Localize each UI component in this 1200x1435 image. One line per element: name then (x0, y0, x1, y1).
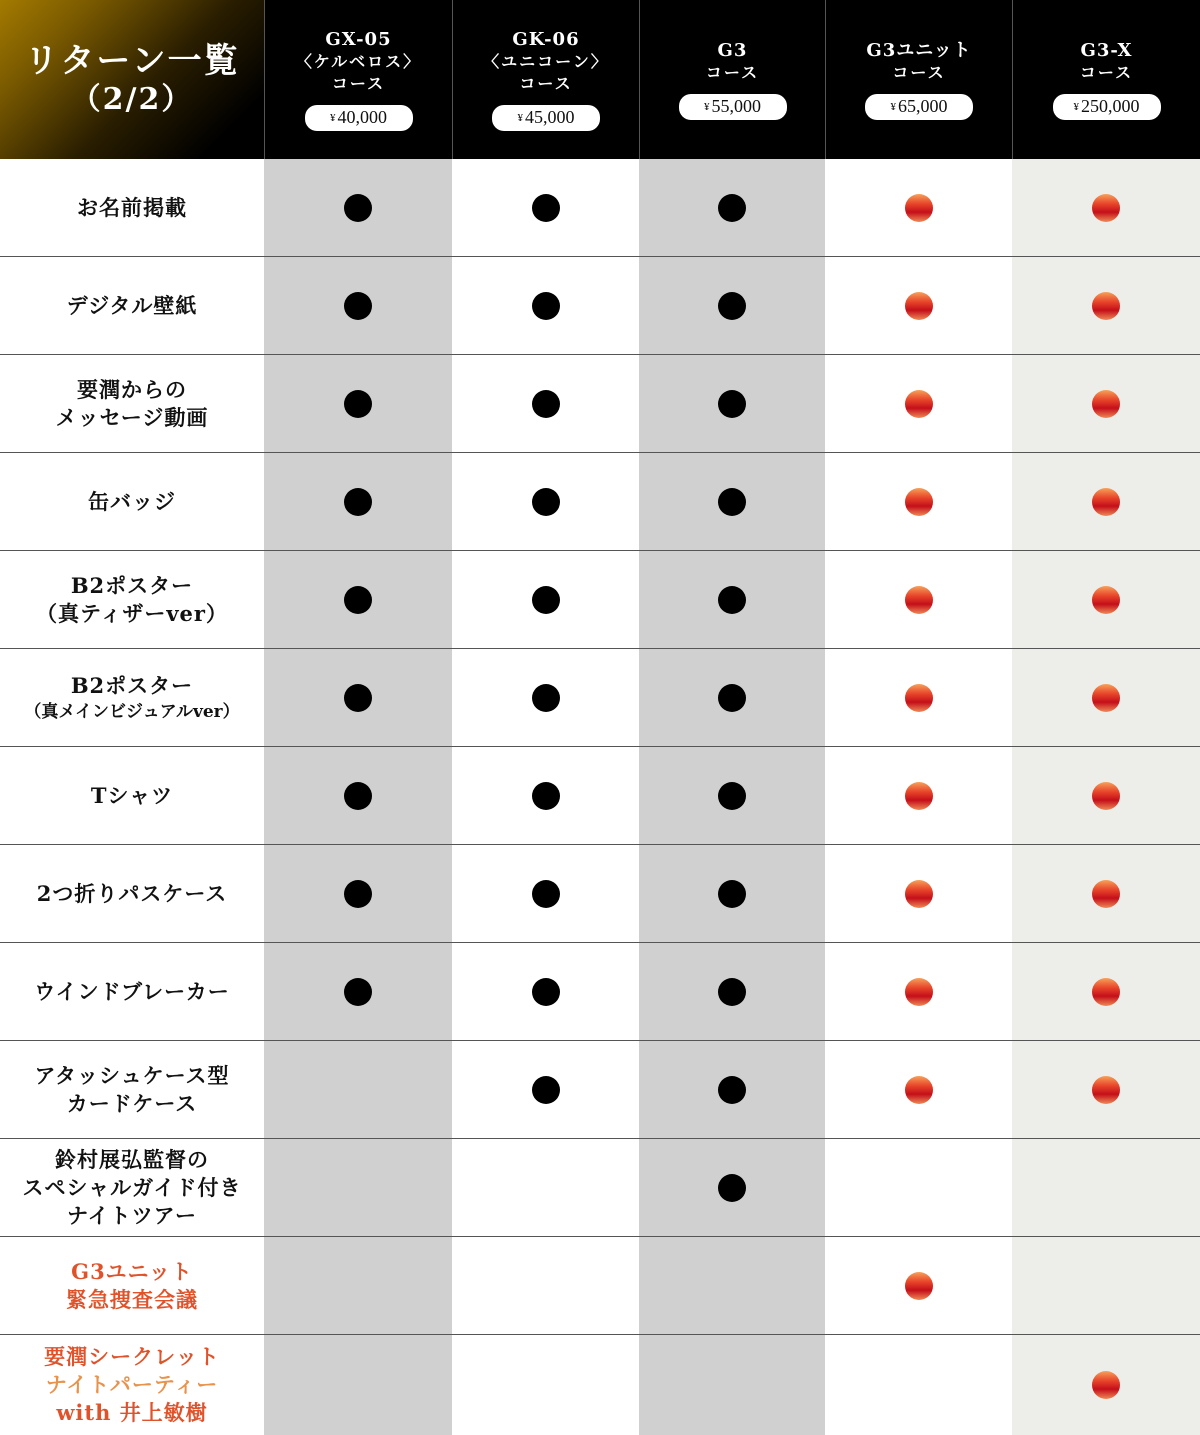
course-name: GK-06 (512, 28, 580, 50)
row-label-line: ウインドブレーカー (34, 978, 230, 1004)
included-black-dot-icon (718, 1174, 746, 1202)
table-row (0, 1237, 1200, 1335)
included-black-dot-icon (532, 194, 560, 222)
row-label-line: B2ポスター (70, 572, 194, 598)
row-label (0, 747, 264, 844)
included-black-dot-icon (718, 390, 746, 418)
row-label-line: Tシャツ (90, 782, 174, 808)
included-red-dot-icon (905, 978, 933, 1006)
row-label-line: カードケース (66, 1090, 198, 1116)
course-name: G3ユニット (866, 39, 972, 61)
yen-symbol: ¥ (517, 111, 523, 124)
included-black-dot-icon (718, 782, 746, 810)
price-badge (1053, 94, 1161, 120)
row-label-line: ナイトツアー (67, 1202, 197, 1228)
included-black-dot-icon (718, 586, 746, 614)
included-red-dot-icon (905, 488, 933, 516)
table-header (0, 0, 1200, 159)
included-black-dot-icon (718, 684, 746, 712)
row-label (0, 551, 264, 648)
column-header-3 (639, 0, 825, 159)
included-black-dot-icon (344, 782, 372, 810)
price-value: 40,000 (337, 107, 387, 127)
table-row (0, 1041, 1200, 1139)
row-label (0, 649, 264, 746)
included-black-dot-icon (344, 488, 372, 516)
row-label (0, 845, 264, 942)
row-label-line: スペシャルガイド付き (22, 1174, 242, 1200)
included-red-dot-icon (1092, 586, 1120, 614)
included-black-dot-icon (718, 292, 746, 320)
row-label-line: with 井上敏樹 (56, 1400, 208, 1425)
table-row (0, 355, 1200, 453)
included-red-dot-icon (905, 684, 933, 712)
included-black-dot-icon (344, 390, 372, 418)
title-page: （2/2） (70, 81, 194, 117)
included-red-dot-icon (1092, 292, 1120, 320)
included-black-dot-icon (532, 488, 560, 516)
table-row (0, 551, 1200, 649)
included-red-dot-icon (1092, 1076, 1120, 1104)
course-subtitle: 〈ケルベロス〉 (295, 51, 422, 71)
row-label (0, 257, 264, 354)
course-subtitle: コース (519, 73, 573, 93)
course-subtitle: コース (892, 62, 946, 82)
included-black-dot-icon (718, 978, 746, 1006)
table-row (0, 1335, 1200, 1435)
row-label-line: 2つ折りパスケース (36, 880, 228, 906)
included-red-dot-icon (1092, 390, 1120, 418)
table-row (0, 1139, 1200, 1237)
price-badge (679, 94, 787, 120)
row-label-line: お名前掲載 (77, 194, 187, 220)
yen-symbol: ¥ (890, 100, 896, 113)
price-value: 45,000 (525, 107, 575, 127)
row-label (0, 453, 264, 550)
included-black-dot-icon (532, 978, 560, 1006)
table-row (0, 747, 1200, 845)
table-row (0, 257, 1200, 355)
included-red-dot-icon (905, 194, 933, 222)
column-header-5 (1012, 0, 1200, 159)
included-black-dot-icon (532, 782, 560, 810)
course-name: G3-X (1080, 39, 1133, 61)
yen-symbol: ¥ (330, 111, 336, 124)
row-label-line: 要潤シークレット (44, 1344, 220, 1369)
row-label-line: アタッシュケース型 (34, 1062, 230, 1088)
course-subtitle: コース (1079, 62, 1134, 82)
included-black-dot-icon (344, 880, 372, 908)
row-label-line: メッセージ動画 (55, 404, 209, 430)
price-value: 65,000 (898, 96, 948, 116)
title-main: リターン一覧 (24, 41, 240, 82)
course-name: GX-05 (325, 28, 392, 50)
included-red-dot-icon (1092, 978, 1120, 1006)
included-red-dot-icon (905, 390, 933, 418)
row-label-line: G3ユニット (71, 1258, 193, 1284)
row-label (0, 1335, 264, 1435)
row-label-line: 緊急捜査会議 (66, 1286, 198, 1312)
row-label (0, 943, 264, 1040)
price-value: 55,000 (711, 96, 761, 116)
included-red-dot-icon (905, 1076, 933, 1104)
included-black-dot-icon (532, 586, 560, 614)
course-name: G3 (717, 39, 748, 61)
row-label-line: 缶バッジ (88, 488, 176, 514)
included-black-dot-icon (532, 1076, 560, 1104)
included-red-dot-icon (905, 292, 933, 320)
row-label-line: 要潤からの (77, 376, 187, 402)
included-black-dot-icon (532, 684, 560, 712)
included-red-dot-icon (905, 782, 933, 810)
included-red-dot-icon (905, 1272, 933, 1300)
price-value: 250,000 (1081, 96, 1140, 116)
yen-symbol: ¥ (1073, 100, 1079, 113)
course-subtitle: コース (705, 62, 760, 82)
included-red-dot-icon (1092, 194, 1120, 222)
included-red-dot-icon (1092, 1371, 1120, 1399)
included-red-dot-icon (1092, 782, 1120, 810)
included-black-dot-icon (344, 684, 372, 712)
table-body (0, 159, 1200, 1435)
included-black-dot-icon (344, 194, 372, 222)
included-black-dot-icon (344, 978, 372, 1006)
table-row (0, 649, 1200, 747)
included-black-dot-icon (344, 292, 372, 320)
yen-symbol: ¥ (704, 100, 710, 113)
included-black-dot-icon (532, 292, 560, 320)
course-subtitle: 〈ユニコーン〉 (483, 51, 609, 71)
row-label (0, 1139, 264, 1236)
table-title (0, 0, 264, 159)
row-label (0, 159, 264, 256)
included-red-dot-icon (1092, 684, 1120, 712)
included-black-dot-icon (718, 1076, 746, 1104)
table-row (0, 453, 1200, 551)
row-label-line: （真メインビジュアルver） (24, 701, 240, 722)
column-header-1 (264, 0, 452, 159)
table-row (0, 159, 1200, 257)
price-badge (305, 105, 413, 131)
table-row (0, 943, 1200, 1041)
table-row (0, 845, 1200, 943)
row-label-line: デジタル壁紙 (66, 292, 198, 318)
price-badge (865, 94, 973, 120)
included-black-dot-icon (718, 194, 746, 222)
row-label-line: （真ティザーver） (36, 600, 228, 626)
row-label (0, 355, 264, 452)
included-red-dot-icon (1092, 488, 1120, 516)
row-label-line: B2ポスター (70, 672, 194, 698)
column-header-4 (825, 0, 1012, 159)
included-red-dot-icon (905, 880, 933, 908)
included-black-dot-icon (532, 390, 560, 418)
included-black-dot-icon (344, 586, 372, 614)
included-black-dot-icon (718, 880, 746, 908)
included-black-dot-icon (532, 880, 560, 908)
included-red-dot-icon (1092, 880, 1120, 908)
included-black-dot-icon (718, 488, 746, 516)
column-header-2 (452, 0, 639, 159)
row-label (0, 1041, 264, 1138)
row-label (0, 1237, 264, 1334)
row-label-line: ナイトパーティー (45, 1372, 219, 1397)
included-red-dot-icon (905, 586, 933, 614)
course-subtitle: コース (331, 73, 386, 93)
row-label-line: 鈴村展弘監督の (55, 1146, 209, 1172)
price-badge (492, 105, 600, 131)
